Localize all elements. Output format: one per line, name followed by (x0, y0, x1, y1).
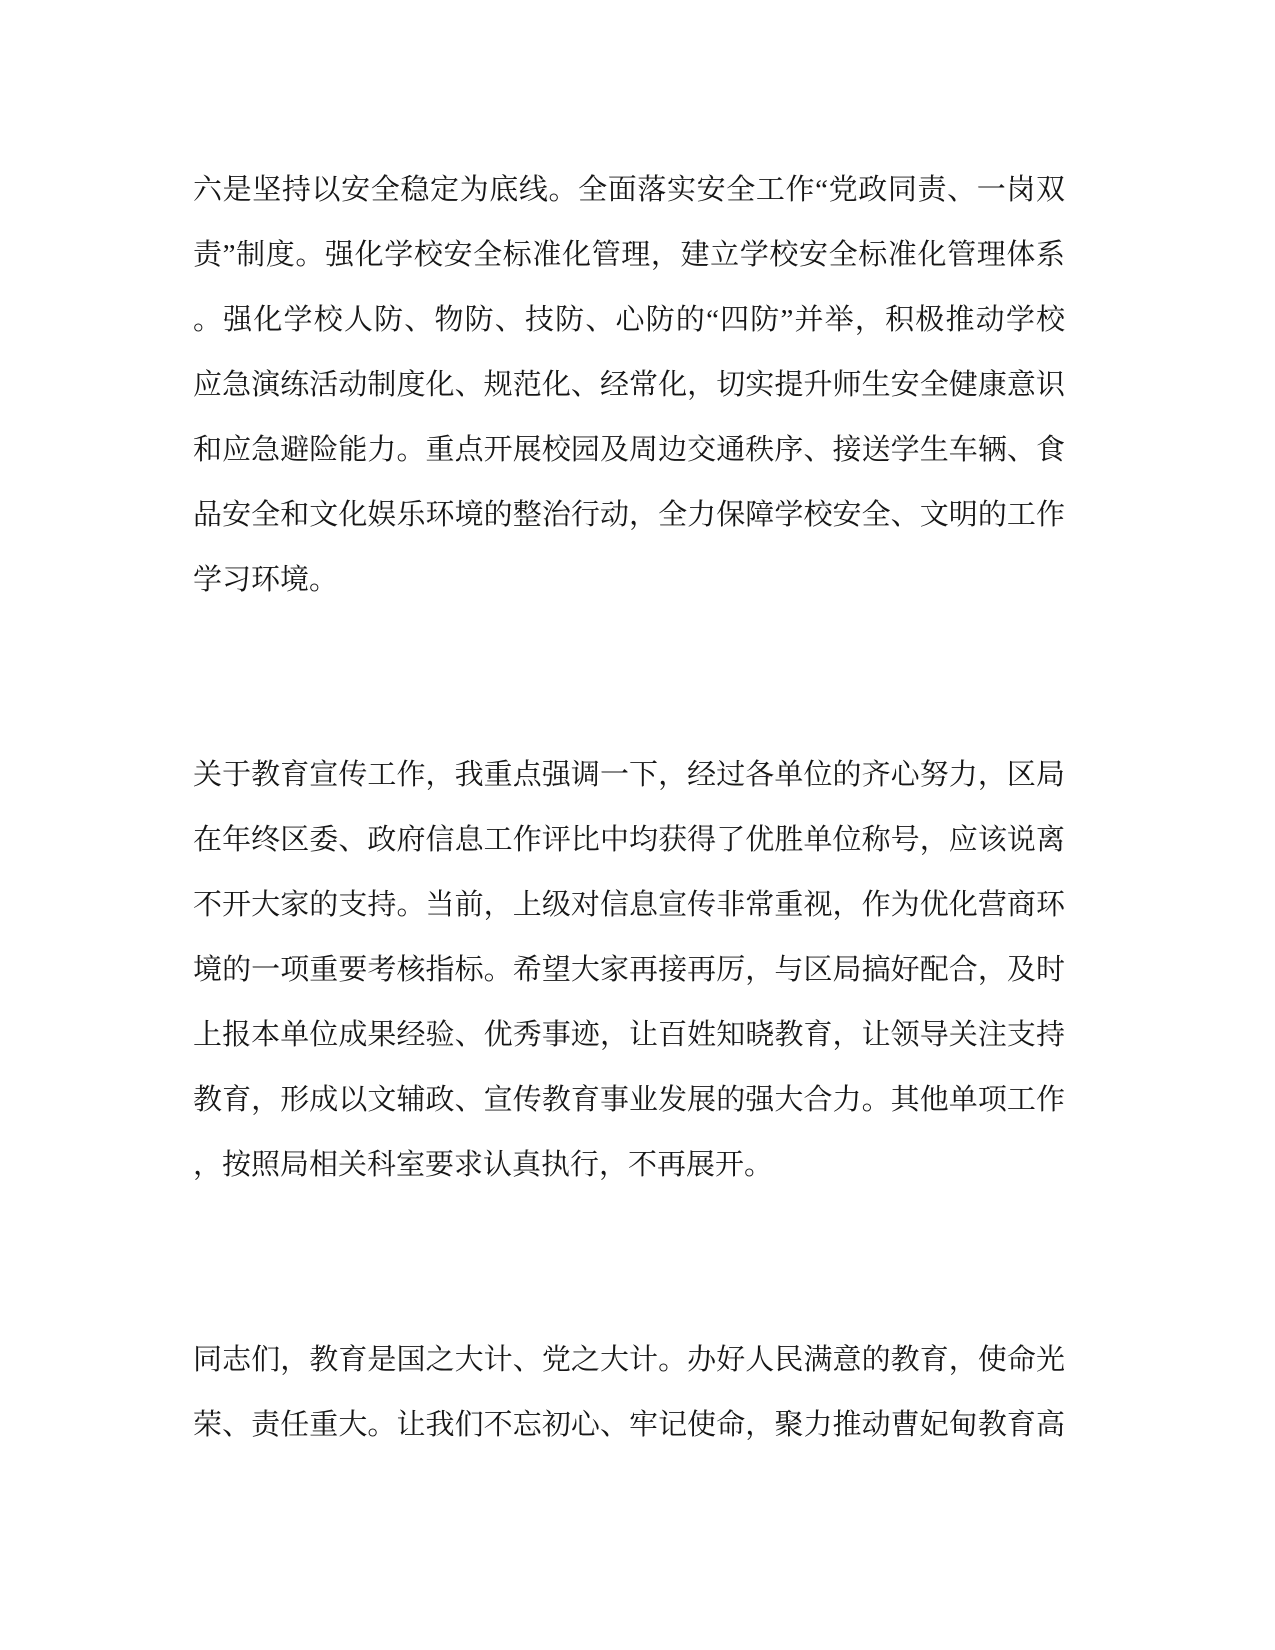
text-line: 关于教育宣传工作，我重点强调一下，经过各单位的齐心努力，区局 (193, 759, 1065, 791)
text-line: 上报本单位成果经验、优秀事迹，让百姓知晓教育，让领导关注支持 (193, 1019, 1065, 1051)
text-line: 在年终区委、政府信息工作评比中均获得了优胜单位称号，应该说离 (193, 824, 1065, 856)
text-line: 学习环境。 (193, 564, 339, 596)
paragraph (193, 743, 1065, 1198)
text-line: 同志们，教育是国之大计、党之大计。办好人民满意的教育，使命光 (193, 1344, 1065, 1376)
text-line: 荣、责任重大。让我们不忘初心、牢记使命，聚力推动曹妃甸教育高 (193, 1409, 1065, 1441)
text-line: 和应急避险能力。重点开展校园及周边交通秩序、接送学生车辆、食 (193, 434, 1065, 466)
text-line: 境的一项重要考核指标。希望大家再接再厉，与区局搞好配合，及时 (193, 954, 1065, 986)
text-line: 不开大家的支持。当前，上级对信息宣传非常重视，作为优化营商环 (193, 889, 1065, 921)
document-text-block (193, 158, 1065, 1458)
text-line: 教育，形成以文辅政、宣传教育事业发展的强大合力。其他单项工作 (193, 1084, 1065, 1116)
text-line: 应急演练活动制度化、规范化、经常化，切实提升师生安全健康意识 (193, 369, 1065, 401)
text-line: 六是坚持以安全稳定为底线。全面落实安全工作“党政同责、一岗双 (193, 174, 1065, 206)
paragraph (193, 1328, 1065, 1458)
text-line: ，按照局相关科室要求认真执行，不再展开。 (193, 1149, 774, 1181)
text-line: 品安全和文化娱乐环境的整治行动，全力保障学校安全、文明的工作 (193, 499, 1065, 531)
text-line: 责”制度。强化学校安全标准化管理，建立学校安全标准化管理体系 (193, 239, 1065, 271)
paragraph (193, 158, 1065, 613)
text-line: 。强化学校人防、物防、技防、心防的“四防”并举，积极推动学校 (193, 304, 1065, 336)
